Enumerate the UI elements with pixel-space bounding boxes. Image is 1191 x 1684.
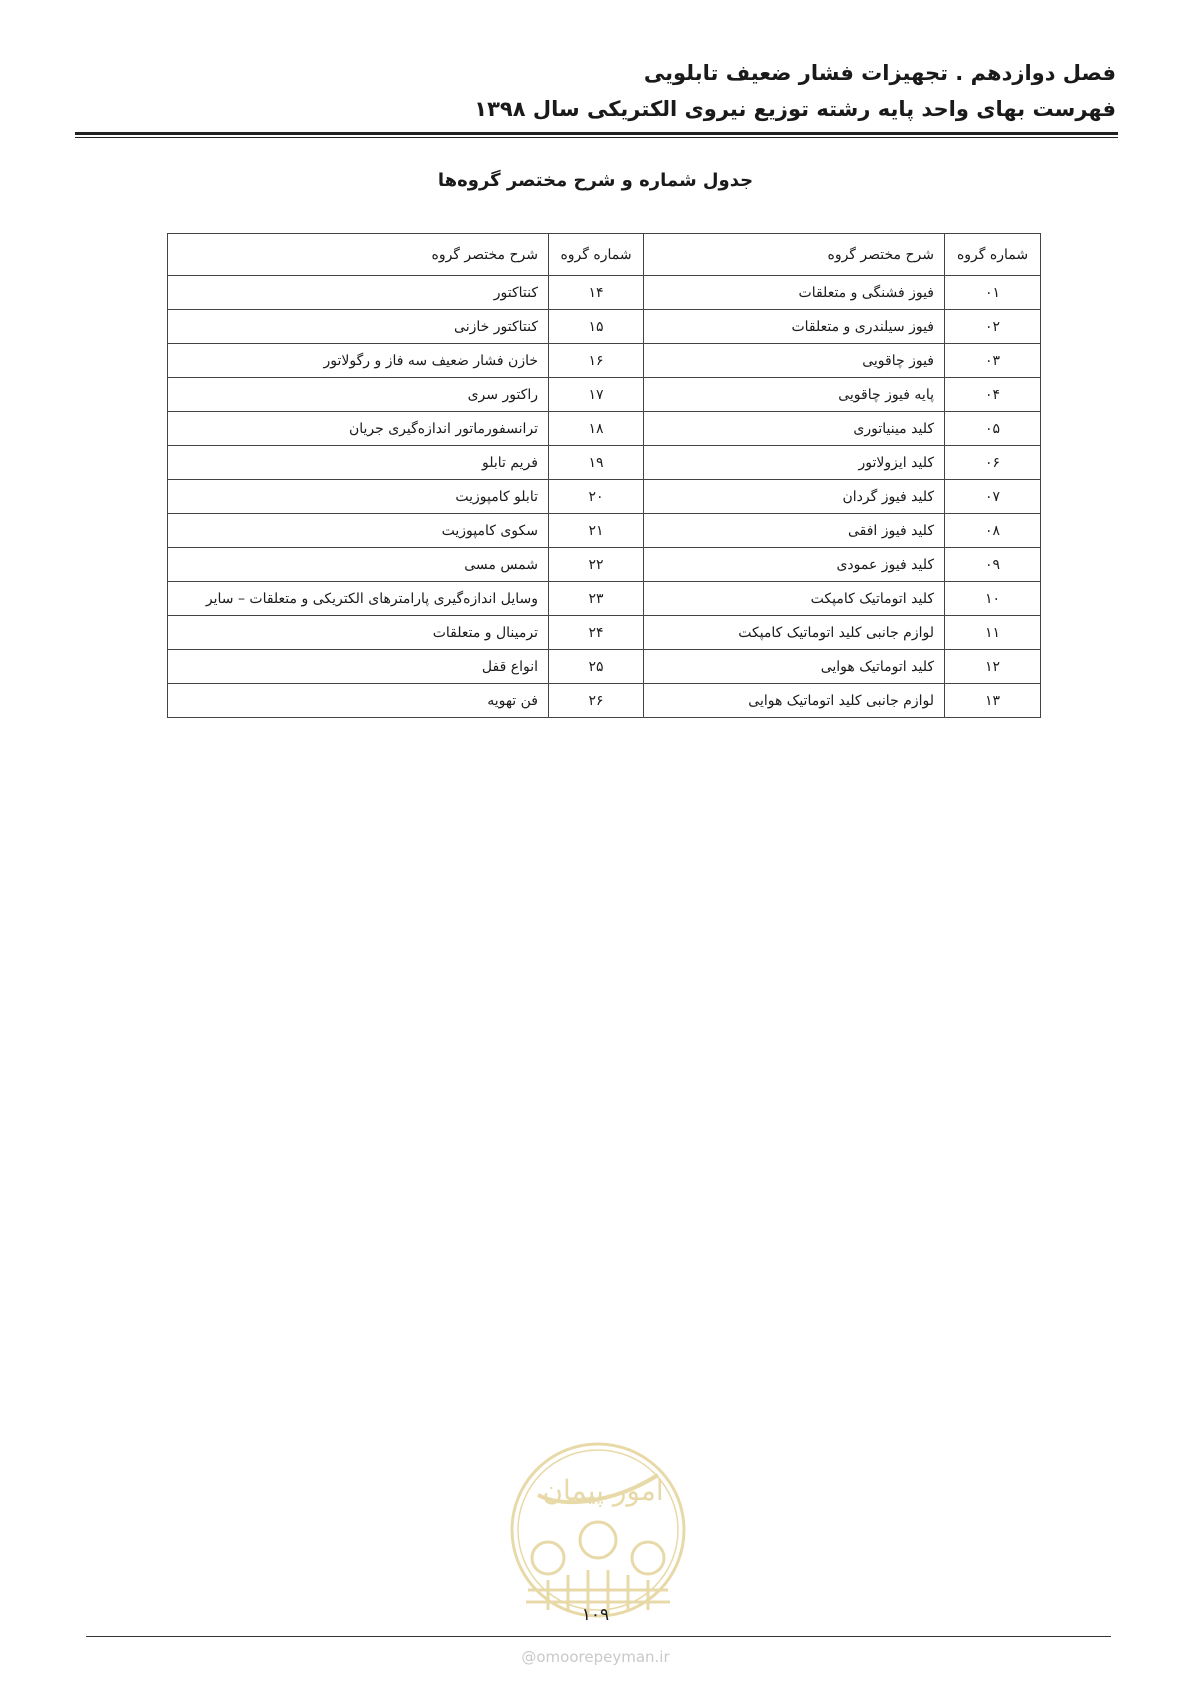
group-description-cell: راکتور سری bbox=[168, 378, 549, 412]
group-description-cell: فریم تابلو bbox=[168, 446, 549, 480]
group-table bbox=[167, 233, 1041, 718]
document-subtitle: فهرست بهای واحد پایه رشته توزیع نیروی الکتریکی سال ۱۳۹۸ bbox=[474, 97, 1116, 121]
group-number-cell: ۲۶ bbox=[549, 684, 644, 718]
page-header bbox=[66, 58, 1116, 124]
group-number-cell: ۲۲ bbox=[549, 548, 644, 582]
table-row bbox=[168, 412, 1041, 446]
group-description-cell: کلید اتوماتیک هوایی bbox=[644, 650, 945, 684]
table-row bbox=[168, 684, 1041, 718]
header-group-description: شرح مختصر گروه bbox=[168, 234, 549, 276]
group-description-cell: ترانسفورماتور اندازه‌گیری جریان bbox=[168, 412, 549, 446]
group-description-cell: وسایل اندازه‌گیری پارامترهای الکتریکی و متعلقات – سایر bbox=[168, 582, 549, 616]
header-rule-thin bbox=[75, 137, 1118, 138]
group-number-cell: ۰۸ bbox=[945, 514, 1041, 548]
group-description-cell: کلید فیوز عمودی bbox=[644, 548, 945, 582]
group-number-cell: ۰۶ bbox=[945, 446, 1041, 480]
footer-rule bbox=[86, 1636, 1111, 1637]
group-description-cell: کلید فیوز گردان bbox=[644, 480, 945, 514]
table-row bbox=[168, 446, 1041, 480]
group-description-cell: تابلو کامپوزیت bbox=[168, 480, 549, 514]
group-number-cell: ۱۶ bbox=[549, 344, 644, 378]
header-group-description: شرح مختصر گروه bbox=[644, 234, 945, 276]
table-title: جدول شماره و شرح مختصر گروه‌ها bbox=[437, 170, 754, 191]
svg-text:امور پیمان: امور پیمان bbox=[542, 1474, 664, 1507]
group-description-cell: خازن فشار ضعیف سه فاز و رگولاتور bbox=[168, 344, 549, 378]
table-row bbox=[168, 616, 1041, 650]
group-number-cell: ۲۵ bbox=[549, 650, 644, 684]
group-number-cell: ۱۳ bbox=[945, 684, 1041, 718]
group-description-cell: لوازم جانبی کلید اتوماتیک هوایی bbox=[644, 684, 945, 718]
group-number-cell: ۱۱ bbox=[945, 616, 1041, 650]
group-description-cell: کلید اتوماتیک کامپکت bbox=[644, 582, 945, 616]
group-number-cell: ۲۴ bbox=[549, 616, 644, 650]
table-row bbox=[168, 310, 1041, 344]
group-description-cell: لوازم جانبی کلید اتوماتیک کامپکت bbox=[644, 616, 945, 650]
group-description-cell: کلید فیوز افقی bbox=[644, 514, 945, 548]
group-number-cell: ۰۹ bbox=[945, 548, 1041, 582]
group-description-cell: کلید مینیاتوری bbox=[644, 412, 945, 446]
table-body bbox=[168, 276, 1041, 718]
group-number-cell: ۱۵ bbox=[549, 310, 644, 344]
group-number-cell: ۱۰ bbox=[945, 582, 1041, 616]
table-row bbox=[168, 514, 1041, 548]
group-number-cell: ۲۰ bbox=[549, 480, 644, 514]
group-description-cell: فیوز فشنگی و متعلقات bbox=[644, 276, 945, 310]
group-number-cell: ۰۷ bbox=[945, 480, 1041, 514]
table-row bbox=[168, 582, 1041, 616]
table-row bbox=[168, 480, 1041, 514]
group-number-cell: ۱۴ bbox=[549, 276, 644, 310]
group-description-cell: فیوز سیلندری و متعلقات bbox=[644, 310, 945, 344]
group-description-cell: ترمینال و متعلقات bbox=[168, 616, 549, 650]
group-description-cell: کلید ایزولاتور bbox=[644, 446, 945, 480]
group-description-cell: کنتاکتور bbox=[168, 276, 549, 310]
table-row bbox=[168, 548, 1041, 582]
header-rule bbox=[75, 132, 1118, 135]
group-number-cell: ۰۴ bbox=[945, 378, 1041, 412]
table-row bbox=[168, 276, 1041, 310]
group-number-cell: ۰۲ bbox=[945, 310, 1041, 344]
group-number-cell: ۲۳ bbox=[549, 582, 644, 616]
group-number-cell: ۱۹ bbox=[549, 446, 644, 480]
group-number-cell: ۱۲ bbox=[945, 650, 1041, 684]
website-watermark: @omoorepeyman.ir bbox=[521, 1648, 670, 1666]
table-row bbox=[168, 344, 1041, 378]
group-number-cell: ۱۷ bbox=[549, 378, 644, 412]
group-number-cell: ۰۵ bbox=[945, 412, 1041, 446]
group-number-cell: ۰۳ bbox=[945, 344, 1041, 378]
group-description-cell: فیوز چاقویی bbox=[644, 344, 945, 378]
header-group-number: شماره گروه bbox=[549, 234, 644, 276]
group-description-cell: سکوی کامپوزیت bbox=[168, 514, 549, 548]
table-header-row bbox=[168, 234, 1041, 276]
group-description-cell: شمس مسی bbox=[168, 548, 549, 582]
chapter-title: فصل دوازدهم . تجهیزات فشار ضعیف تابلویی bbox=[643, 61, 1116, 85]
table-row bbox=[168, 650, 1041, 684]
header-group-number: شماره گروه bbox=[945, 234, 1041, 276]
group-description-cell: کنتاکتور خازنی bbox=[168, 310, 549, 344]
group-description-cell: پایه فیوز چاقویی bbox=[644, 378, 945, 412]
group-number-cell: ۲۱ bbox=[549, 514, 644, 548]
group-number-cell: ۱۸ bbox=[549, 412, 644, 446]
table-row bbox=[168, 378, 1041, 412]
watermark-logo bbox=[508, 1440, 688, 1620]
group-number-cell: ۰۱ bbox=[945, 276, 1041, 310]
group-description-cell: فن تهویه bbox=[168, 684, 549, 718]
page-number: ۱۰۹ bbox=[581, 1605, 610, 1625]
group-description-cell: انواع قفل bbox=[168, 650, 549, 684]
